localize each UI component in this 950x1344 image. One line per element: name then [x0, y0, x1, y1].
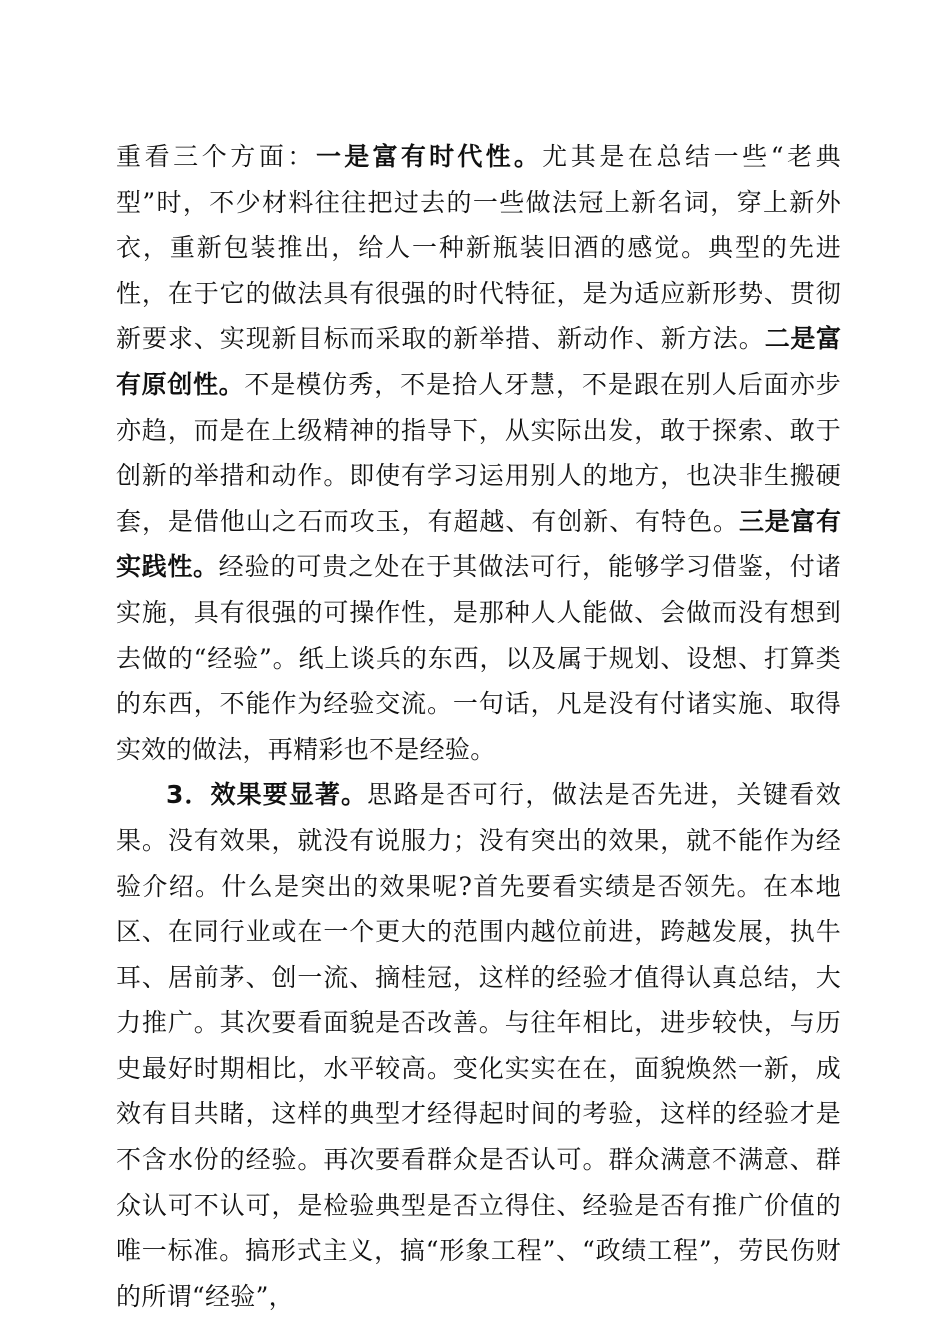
- text-run: 不是模仿秀，不是拾人牙慧，不是跟在别人后面亦步亦趋，而是在上级精神的指导下，从实际出发，敢于探索、敢于创新的举措和动作。即使有学习运用别人的地方，也决非生搬硬套，是借他山之石而攻玉，有超越、有创新、有特色。: [116, 369, 841, 536]
- text-run: 重看三个方面：: [116, 142, 316, 171]
- heading-run-effect: 3．效果要显著。: [166, 780, 368, 810]
- heading-run-era: 一是富有时代性。: [316, 142, 543, 171]
- heading-run-originality: 二是富有原创性。: [116, 324, 841, 399]
- paragraph-effect: [116, 772, 841, 1319]
- text-run: 经验的可贵之处在于其做法可行，能够学习借鉴，付诸实施，具有很强的可操作性，是那种人人能做、会做而没有想到去做的“经验”。纸上谈兵的东西，以及属于规划、设想、打算类的东西，不能作为经验交流。一句话，凡是没有付诸实施、取得实效的做法，再精彩也不是经验。: [116, 552, 841, 764]
- text-run: 尤其是在总结一些“老典型”时，不少材料往往把过去的一些做法冠上新名词，穿上新外衣，重新包装推出，给人一种新瓶装旧酒的感觉。典型的先进性，在于它的做法具有很强的时代特征，是为适应新形势、贯彻新要求、实现新目标而采取的新举措、新动作、新方法。: [116, 142, 841, 354]
- paragraph-three-aspects: [116, 134, 841, 772]
- body-text: [116, 134, 841, 1319]
- text-run: 思路是否可行，做法是否先进，关键看效果。没有效果，就没有说服力；没有突出的效果，就不能作为经验介绍。什么是突出的效果呢?首先要看实绩是否领先。在本地区、在同行业或在一个更大的范围内越位前进，跨越发展，执牛耳、居前茅、创一流、摘桂冠，这样的经验才值得认真总结，大力推广。其次要看面貌是否改善。与往年相比，进步较快，与历史最好时期相比，水平较高。变化实实在在，面貌焕然一新，成效有目共睹，这样的典型才经得起时间的考验，这样的经验才是不含水份的经验。再次要看群众是否认可。群众满意不满意、群众认可不认可，是检验典型是否立得住、经验是否有推广价值的唯一标准。搞形式主义，搞“形象工程”、“政绩工程”，劳民伤财的所谓“经验”，: [116, 780, 841, 1311]
- heading-run-practice: 三是富有实践性。: [116, 506, 841, 582]
